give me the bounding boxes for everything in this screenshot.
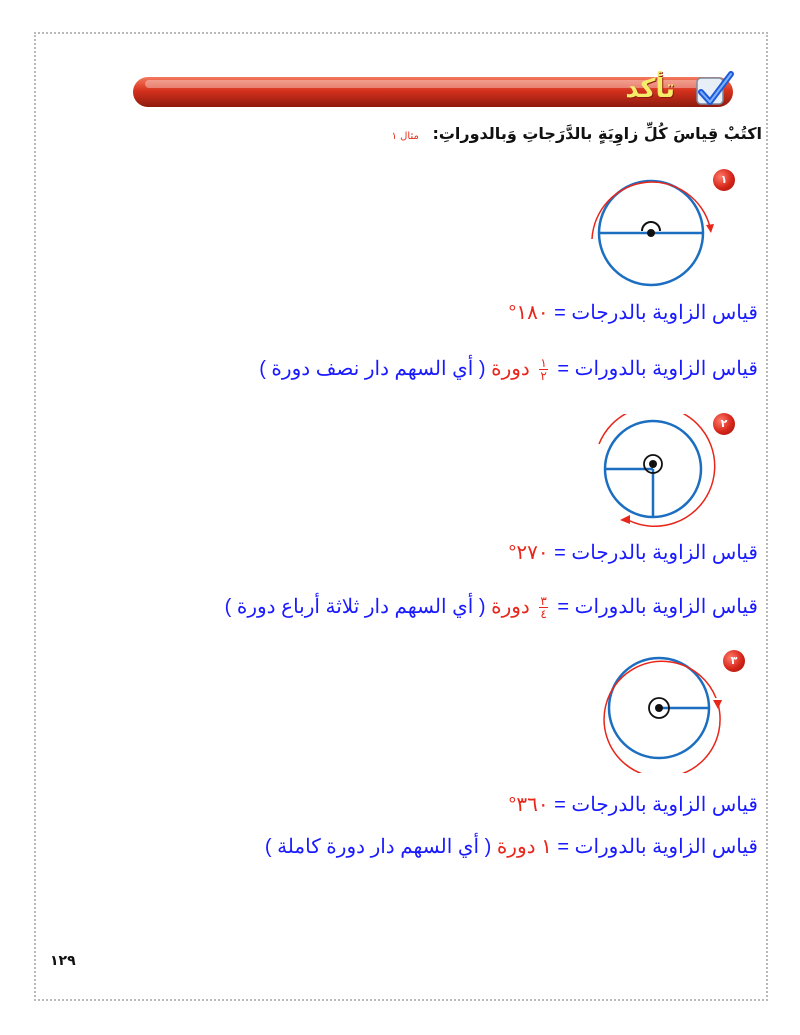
instruction-label: اكتُبْ قِياسَ كُلِّ زاوِيَةٍ بالدَّرَجاتِ وَبالدوراتِ:: [432, 124, 762, 143]
turns-label: قياس الزاوية بالدورات =: [557, 836, 758, 858]
check-mark-icon: [693, 70, 737, 110]
example-reference: مثال ١: [391, 131, 419, 142]
exercise-2-degrees: [508, 540, 758, 565]
figure-3: [594, 648, 729, 773]
fraction-denominator: ٤: [540, 607, 547, 622]
number-badge-icon: ٣: [723, 650, 745, 672]
exercise-1-turns: [259, 356, 758, 382]
vertex-dot: [647, 229, 655, 237]
turns-fraction: [539, 357, 547, 382]
degrees-answer: ٢٧٠°: [508, 542, 549, 564]
turns-label: قياس الزاوية بالدورات =: [557, 358, 758, 380]
turns-explanation: ( أي السهم دار دورة كاملة ): [264, 836, 492, 858]
turns-unit: دورة: [491, 596, 530, 618]
instruction-text: [392, 124, 762, 143]
exercise-1-degrees: [508, 300, 758, 325]
degrees-label: قياس الزاوية بالدرجات =: [554, 302, 758, 324]
number-badge-icon: ٢: [713, 413, 735, 435]
number-badge-icon: ١: [713, 169, 735, 191]
degrees-answer: ٣٦٠°: [508, 794, 549, 816]
turns-unit: دورة: [491, 358, 530, 380]
turns-explanation: ( أي السهم دار نصف دورة ): [259, 358, 486, 380]
page-number: ١٢٩: [50, 953, 76, 969]
exercise-3-turns: [265, 834, 758, 859]
turns-label: قياس الزاوية بالدورات =: [557, 596, 758, 618]
turns-fraction: [539, 595, 547, 620]
degrees-answer: ١٨٠°: [508, 302, 549, 324]
degrees-label: قياس الزاوية بالدرجات =: [554, 794, 758, 816]
fraction-denominator: ٢: [540, 369, 547, 384]
degrees-label: قياس الزاوية بالدرجات =: [554, 542, 758, 564]
section-banner: [131, 74, 757, 112]
figure-2: [588, 414, 718, 534]
turns-answer: ١ دورة: [496, 836, 552, 858]
figure-1: [586, 175, 726, 300]
vertex-dot: [655, 704, 663, 712]
exercise-3-degrees: [508, 792, 758, 817]
banner-title: تأكد: [625, 74, 675, 104]
turns-explanation: ( أي السهم دار ثلاثة أرباع دورة ): [224, 596, 486, 618]
exercise-2-turns: [225, 594, 758, 620]
fraction-numerator: ٣: [540, 594, 547, 609]
vertex-dot: [649, 460, 657, 468]
fraction-numerator: ١: [540, 356, 547, 371]
